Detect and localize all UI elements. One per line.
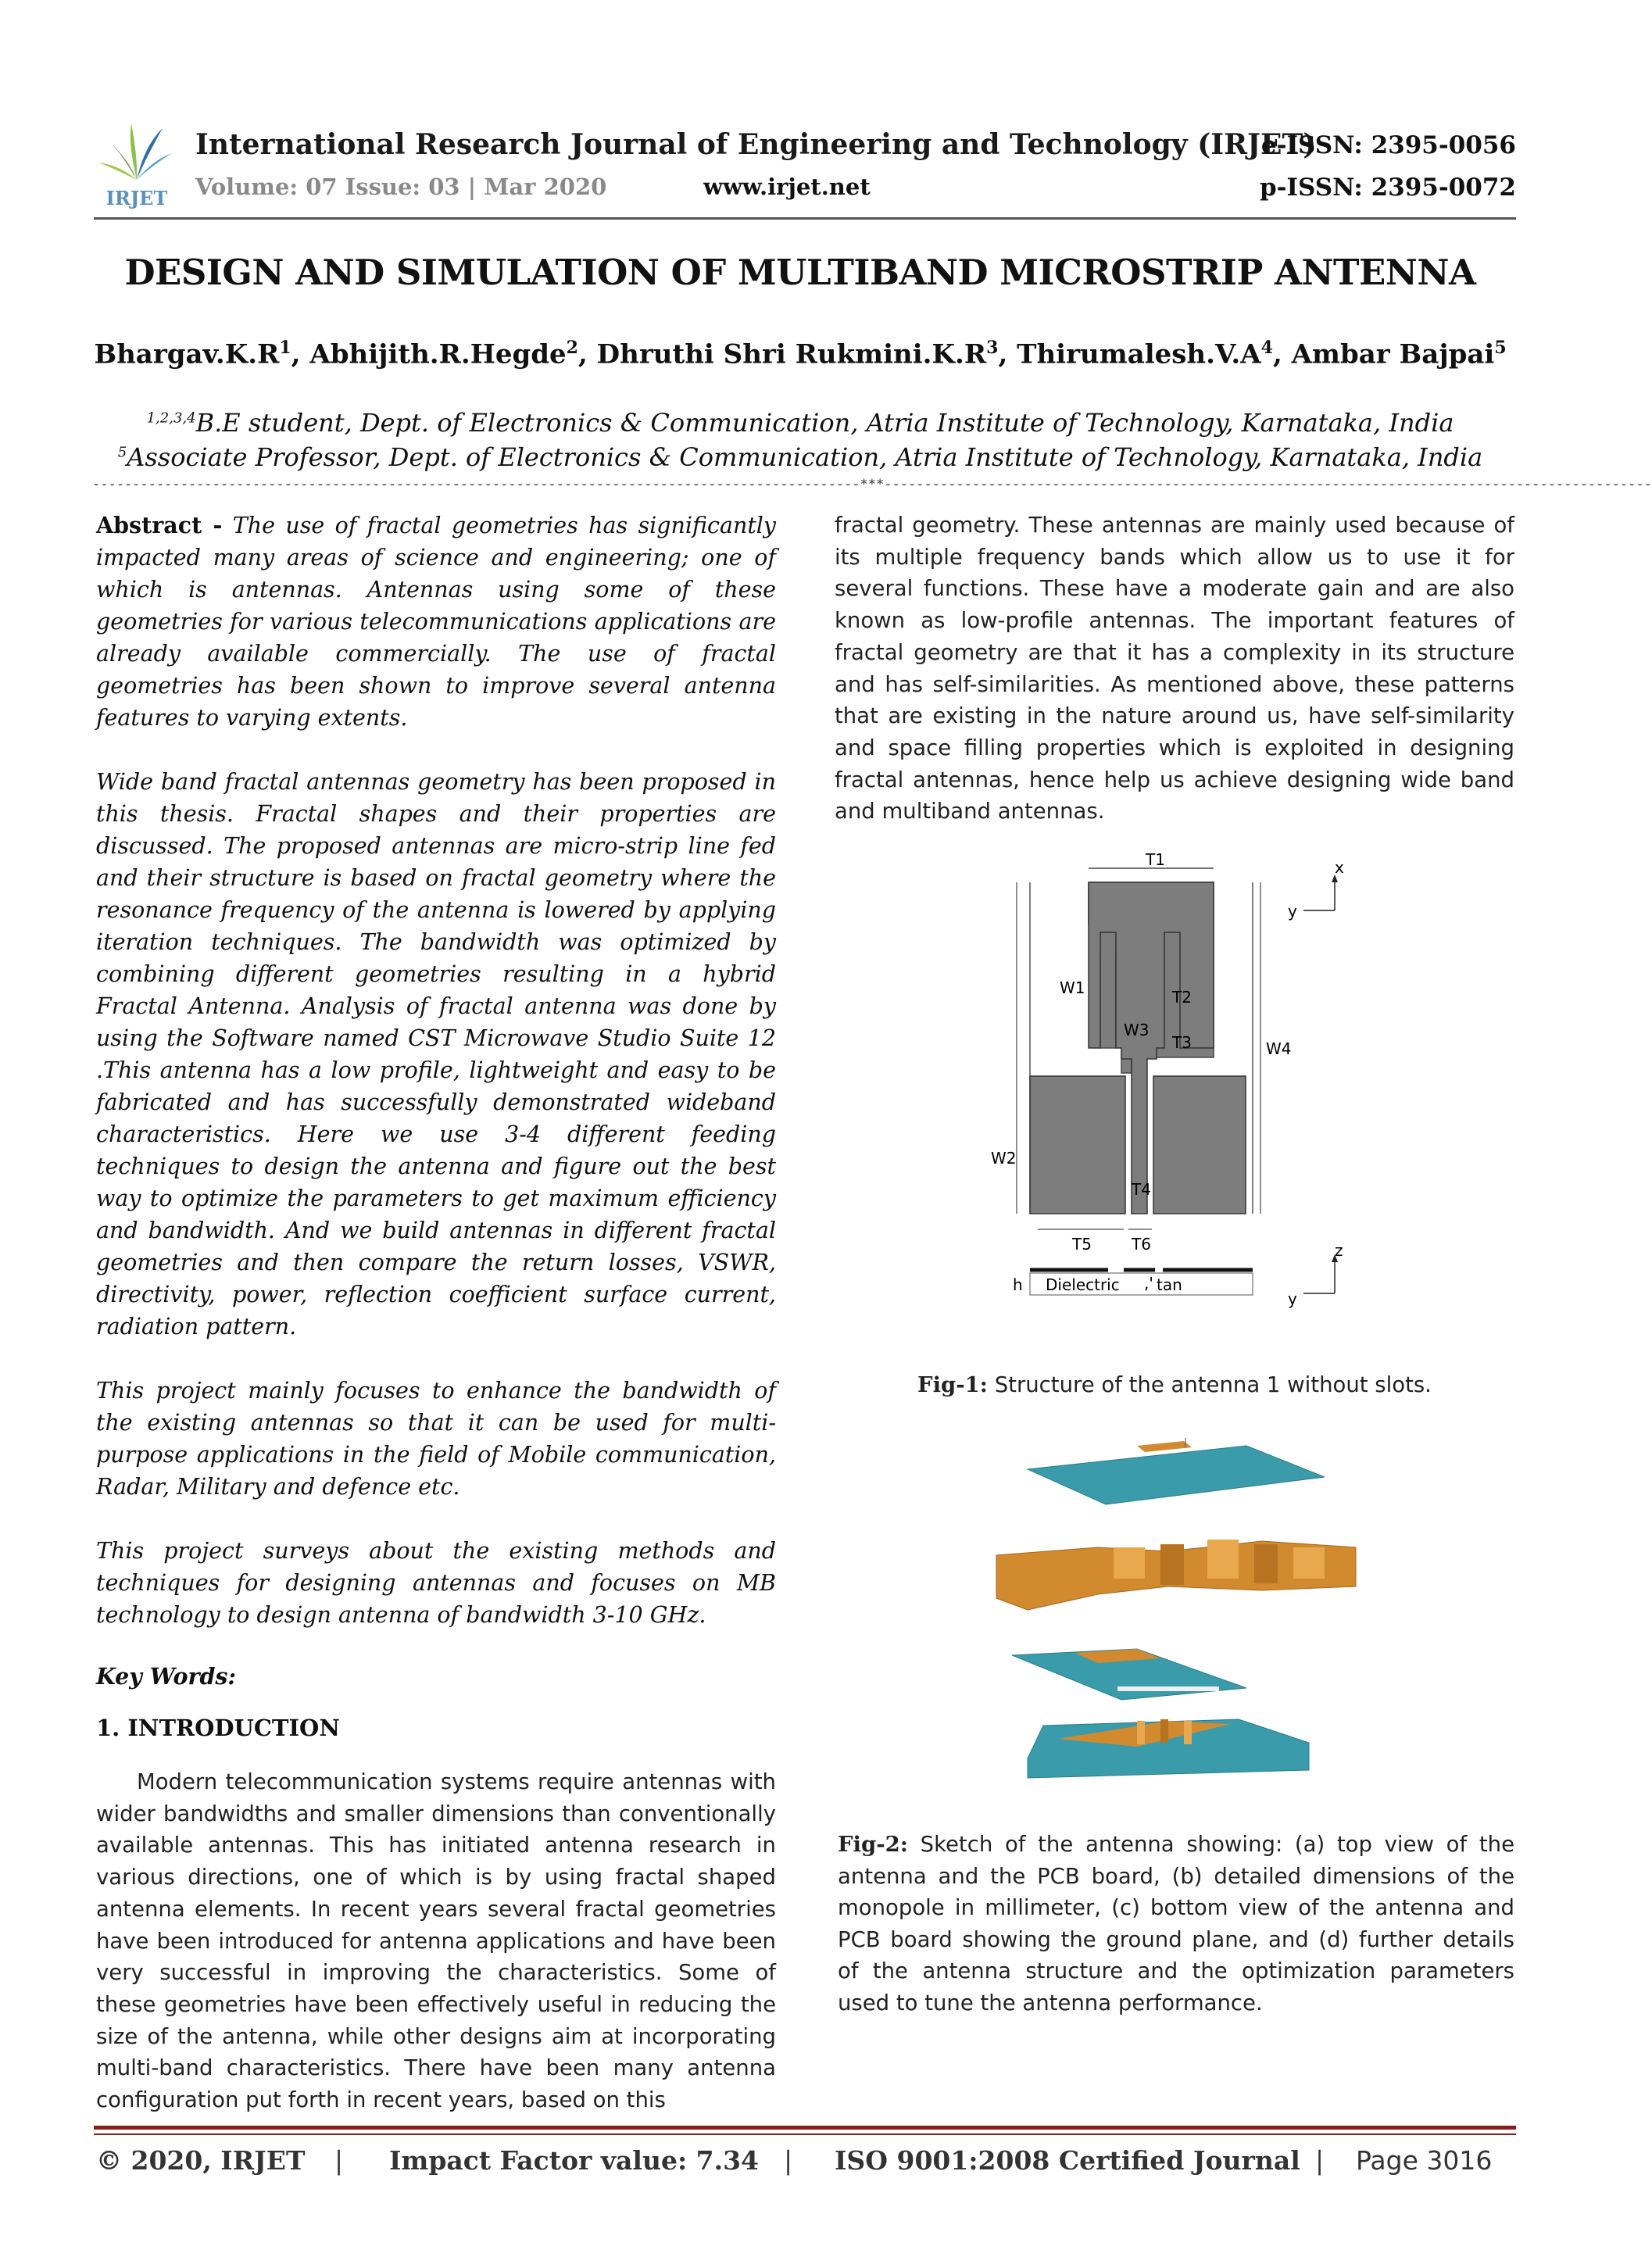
abstract-label: Abstract - xyxy=(96,512,223,538)
abstract-text: The use of fractal geometries has significantly impacted many areas of science and engineering; one of which is antennas. Antennas using some of these geometries for various telecommunications applications are already available commercially. The use of fractal geometries has been shown to improve several antenna features to varying extents. xyxy=(96,513,776,731)
figure-caption-text: Structure of the antenna 1 without slots. xyxy=(994,1372,1432,1397)
left-column xyxy=(96,510,776,2116)
footer-rule xyxy=(94,2126,1516,2130)
footer-rule xyxy=(94,2133,1516,2135)
paper-title: DESIGN AND SIMULATION OF MULTIBAND MICROSTRIP ANTENNA xyxy=(124,252,1476,293)
author: Thirumalesh.V.A xyxy=(1017,338,1261,370)
abstract-paragraph xyxy=(96,510,776,734)
affiliation-text: Associate Professor, Dept. of Electronics & Communication, Atria Institute of Technology, Karnataka, India xyxy=(127,442,1483,472)
figure-label: Fig-1: xyxy=(917,1372,988,1397)
affiliation-text: B.E student, Dept. of Electronics & Communication, Atria Institute of Technology, Karnataka, India xyxy=(195,408,1454,438)
header-rule xyxy=(94,217,1516,220)
footer-page-number: Page 3016 xyxy=(1356,2145,1493,2176)
figure-caption-text: Sketch of the antenna showing: (a) top view of the antenna and the PCB board, (b) detailed dimensions of the monopole in millimeter, (c) bottom view of the antenna and PCB board showing the ground plane, and (d) further details of the antenna structure and the optimization parameters used to tune the antenna performance. xyxy=(838,1832,1514,2015)
dielectric-label: Dielectric xyxy=(1046,1275,1120,1294)
dim-label: T6 xyxy=(1132,1235,1151,1254)
axis-label: z xyxy=(1335,1241,1343,1260)
affiliation xyxy=(0,408,1600,438)
footer-iso: ISO 9001:2008 Certified Journal xyxy=(835,2145,1300,2176)
antenna-structure-figure xyxy=(991,850,1358,1332)
affiliation xyxy=(0,442,1600,472)
irjet-logo xyxy=(94,117,180,211)
separator-mark: *** xyxy=(860,477,885,492)
dim-label: W4 xyxy=(1266,1039,1292,1058)
footer-separator: | xyxy=(1315,2145,1325,2176)
axis-label: x xyxy=(1335,858,1344,877)
dim-label: T5 xyxy=(1072,1235,1092,1254)
dim-label: T2 xyxy=(1172,988,1192,1007)
affiliation-sup: 5 xyxy=(117,444,127,461)
figure-caption xyxy=(838,1829,1514,2019)
author: Bhargav.K.R xyxy=(94,338,280,370)
title-separator: ------------------------------------------------------------------------------------------------***------------------------------------------------------------------------------------------------ xyxy=(92,477,1652,492)
tan-label: tan xyxy=(1157,1275,1182,1294)
figure-label: Fig-2: xyxy=(838,1832,908,1857)
journal-title: International Research Journal of Engineering and Technology (IRJET) xyxy=(195,128,1317,161)
footer-copyright: © 2020, IRJET xyxy=(96,2145,306,2176)
axis-label: y xyxy=(1288,1289,1297,1308)
abstract-paragraph: This project mainly focuses to enhance the bandwidth of the existing antennas so that it can be used for multi-purpose applications in the field of Mobile communication, Radar, Military and defence etc. xyxy=(96,1378,776,1500)
page-footer xyxy=(96,2145,1518,2184)
footer-separator: | xyxy=(784,2145,793,2176)
volume-issue: Volume: 07 Issue: 03 | Mar 2020 xyxy=(195,173,607,200)
section-heading: 1. INTRODUCTION xyxy=(96,1715,340,1741)
dim-label: W2 xyxy=(991,1149,1017,1168)
author-sup: 2 xyxy=(566,338,578,358)
author: Dhruthi Shri Rukmini.K.R xyxy=(596,338,987,370)
pissn: p-ISSN: 2395-0072 xyxy=(1259,173,1516,202)
author-list: $Bhargav.K.R^1$, Abhijith.R.Hegde$^2$, Dhruthi Shri $Rukmini.K.R^3$, $Thirumalesh.V.A^4$, Ambar Bajpai$^5$ xyxy=(94,338,1507,370)
intro-paragraph: Modern telecommunication systems require antennas with wider bandwidths and smaller dimensions than conventionally available antennas. This has initiated antenna research in various directions, one of which is by using fractal shaped antenna elements. In recent years several fractal geometries have been introduced for antenna applications and have been very successful in improving the characteristics. Some of these geometries have been effectively useful in reducing the size of the antenna, while other designs aim at incorporating multi-band characteristics. There have been many antenna configuration put forth in recent years, based on this xyxy=(96,1769,776,2113)
abstract-paragraph: Wide band fractal antennas geometry has been proposed in this thesis. Fractal shapes and their properties are discussed. The proposed antennas are micro-strip line fed and their structure is based on fractal geometry where the resonance frequency of the antenna is lowered by applying iteration techniques. The bandwidth was optimized by combining different geometries resulting in a hybrid Fractal Antenna. Analysis of fractal antenna was done by using the Software named CST Microwave Studio Suite 12 .This antenna has a low profile, lightweight and easy to be fabricated and has successfully demonstrated wideband characteristics. Here we use 3-4 different feeding techniques to design the antenna and figure out the best way to optimize the parameters to get maximum efficiency and bandwidth. And we build antennas in different fractal geometries and then compare the return losses, VSWR, directivity, power, reflection coefficient surface current, radiation pattern. xyxy=(96,769,776,1339)
author: Abhijith.R.Hegde xyxy=(309,338,567,370)
author: Ambar Bajpai xyxy=(1291,338,1495,370)
epsilon-label: ,' xyxy=(1144,1274,1153,1293)
author-sup: 3 xyxy=(986,338,999,358)
dim-label: W3 xyxy=(1124,1021,1150,1039)
logo-text: IRJET xyxy=(105,187,168,209)
journal-website[interactable]: www.irjet.net xyxy=(703,173,871,200)
intro-paragraph-continued: fractal geometry. These antennas are mainly used because of its multiple frequency bands which allow us to use it for several functions. These have a moderate gain and are also known as low-profile antennas. The important features of fractal geometry are that it has a complexity in its structure and has self-similarities. As mentioned above, these patterns that are existing in the nature around us, have self-similarity and space filling properties which is exploited in designing fractal antennas, hence help us achieve designing wide band and multiband antennas. xyxy=(835,513,1514,824)
page-header xyxy=(94,117,1516,234)
eissn: e-ISSN: 2395-0056 xyxy=(1260,131,1516,159)
dim-label: T4 xyxy=(1132,1180,1151,1199)
keywords-label: Key Words: xyxy=(96,1663,236,1690)
axis-label: y xyxy=(1288,902,1297,921)
abstract-paragraph: This project surveys about the existing methods and techniques for designing antennas and focuses on MB technology to design antenna of bandwidth 3-10 GHz. xyxy=(96,1538,776,1628)
affiliation-sup: 1,2,3,4 xyxy=(146,410,196,427)
dim-label: T3 xyxy=(1172,1033,1192,1052)
dim-label: W1 xyxy=(1060,978,1085,997)
footer-separator: | xyxy=(334,2145,344,2176)
footer-impact-factor: Impact Factor value: 7.34 xyxy=(389,2145,759,2176)
author-sup: 1 xyxy=(279,338,291,358)
dim-label: T1 xyxy=(1146,850,1165,869)
figure-caption xyxy=(835,1369,1514,1401)
antenna-sketch-figure xyxy=(981,1430,1371,1805)
right-column xyxy=(835,510,1514,828)
author-sup: 4 xyxy=(1260,338,1273,358)
author-sup: 5 xyxy=(1494,338,1507,358)
dim-label: h xyxy=(1013,1275,1023,1294)
